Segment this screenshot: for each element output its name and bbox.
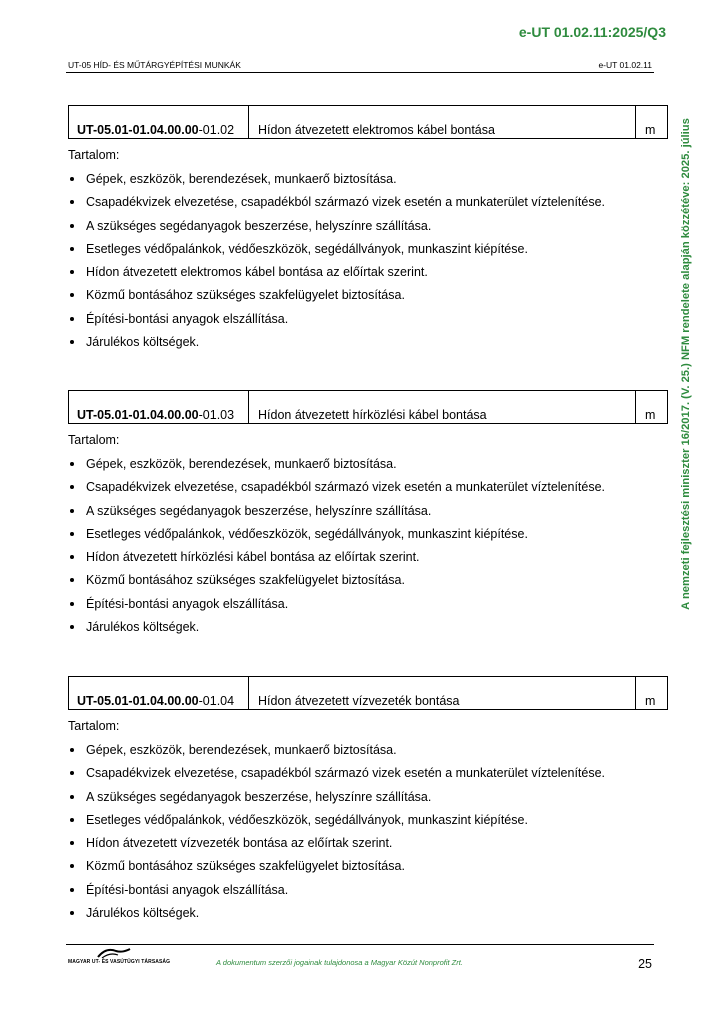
list-item: Gépek, eszközök, berendezések, munkaerő biztosítása.: [68, 741, 668, 764]
item-code: [69, 391, 249, 423]
logo-mark-icon: [96, 947, 132, 959]
content-list: [68, 170, 668, 356]
list-item: Építési-bontási anyagok elszállítása.: [68, 595, 668, 618]
item-code-main: UT-05.01-01.04.00.00: [77, 694, 199, 708]
list-item: Járulékos költségek.: [68, 618, 668, 641]
list-item: Járulékos költségek.: [68, 333, 668, 356]
list-item: A szükséges segédanyagok beszerzése, helyszínre szállítása.: [68, 217, 668, 240]
list-item: Csapadékvizek elvezetése, csapadékból származó vizek esetén a munkaterület víztelenítése.: [68, 764, 668, 787]
list-item: A szükséges segédanyagok beszerzése, helyszínre szállítása.: [68, 788, 668, 811]
header-divider: [66, 72, 654, 73]
item-title: Hídon átvezetett hírközlési kábel bontása: [258, 408, 487, 422]
page-number: 25: [638, 957, 652, 971]
item-header-row: [68, 676, 668, 710]
item-section-2: [68, 390, 668, 641]
list-item: Csapadékvizek elvezetése, csapadékból származó vizek esetén a munkaterület víztelenítése.: [68, 193, 668, 216]
copyright-notice: A dokumentum szerzői jogainak tulajdonosa a Magyar Közút Nonprofit Zrt.: [216, 958, 463, 967]
list-item: Csapadékvizek elvezetése, csapadékból származó vizek esetén a munkaterület víztelenítése.: [68, 478, 668, 501]
logo-text: MAGYAR UT- ÉS VASÚTÜGYI TÁRSASÁG: [68, 959, 171, 965]
item-code: [69, 677, 249, 709]
header-chapter-title: UT-05 HÍD- ÉS MŰTÁRGYÉPÍTÉSI MUNKÁK: [68, 60, 241, 70]
item-code-suffix: -01.02: [198, 123, 235, 137]
list-item: Esetleges védőpalánkok, védőeszközök, segédállványok, munkaszint kiépítése.: [68, 811, 668, 834]
list-item: Építési-bontási anyagok elszállítása.: [68, 310, 668, 333]
list-item: Gépek, eszközök, berendezések, munkaerő biztosítása.: [68, 170, 668, 193]
item-code-main: UT-05.01-01.04.00.00: [77, 408, 199, 422]
item-code-suffix: -01.04: [198, 694, 235, 708]
item-code-main: UT-05.01-01.04.00.00: [77, 123, 199, 137]
list-item: Hídon átvezetett vízvezeték bontása az előírtak szerint.: [68, 834, 668, 857]
list-item: Építési-bontási anyagok elszállítása.: [68, 881, 668, 904]
list-item: Hídon átvezetett elektromos kábel bontása az előírtak szerint.: [68, 263, 668, 286]
item-section-1: [68, 105, 668, 356]
content-list: [68, 455, 668, 641]
item-unit: m: [635, 106, 667, 138]
header-doc-ref: e-UT 01.02.11: [598, 60, 652, 70]
item-section-3: [68, 676, 668, 927]
list-item: Közmű bontásához szükséges szakfelügyelet biztosítása.: [68, 857, 668, 880]
list-item: A szükséges segédanyagok beszerzése, helyszínre szállítása.: [68, 502, 668, 525]
publication-note: A nemzeti fejlesztési miniszter 16/2017. (V. 25.) NFM rendelete alapján közzétéve: 2025. július: [680, 118, 692, 610]
content-label: Tartalom:: [68, 719, 120, 733]
list-item: Gépek, eszközök, berendezések, munkaerő biztosítása.: [68, 455, 668, 478]
item-unit: m: [635, 677, 667, 709]
item-title: Hídon átvezetett elektromos kábel bontása: [258, 123, 495, 137]
list-item: Hídon átvezetett hírközlési kábel bontása az előírtak szerint.: [68, 548, 668, 571]
item-code-suffix: -01.03: [198, 408, 235, 422]
content-list: [68, 741, 668, 927]
society-logo: [68, 947, 171, 969]
footer-divider: [66, 944, 654, 945]
item-unit: m: [635, 391, 667, 423]
list-item: Járulékos költségek.: [68, 904, 668, 927]
content-label: Tartalom:: [68, 433, 120, 447]
list-item: Esetleges védőpalánkok, védőeszközök, segédállványok, munkaszint kiépítése.: [68, 240, 668, 263]
content-label: Tartalom:: [68, 148, 120, 162]
item-header-row: [68, 105, 668, 139]
list-item: Esetleges védőpalánkok, védőeszközök, segédállványok, munkaszint kiépítése.: [68, 525, 668, 548]
list-item: Közmű bontásához szükséges szakfelügyelet biztosítása.: [68, 571, 668, 594]
document-code: e-UT 01.02.11:2025/Q3: [518, 24, 666, 40]
item-title: Hídon átvezetett vízvezeték bontása: [258, 694, 460, 708]
item-header-row: [68, 390, 668, 424]
list-item: Közmű bontásához szükséges szakfelügyelet biztosítása.: [68, 286, 668, 309]
item-code: [69, 106, 249, 138]
